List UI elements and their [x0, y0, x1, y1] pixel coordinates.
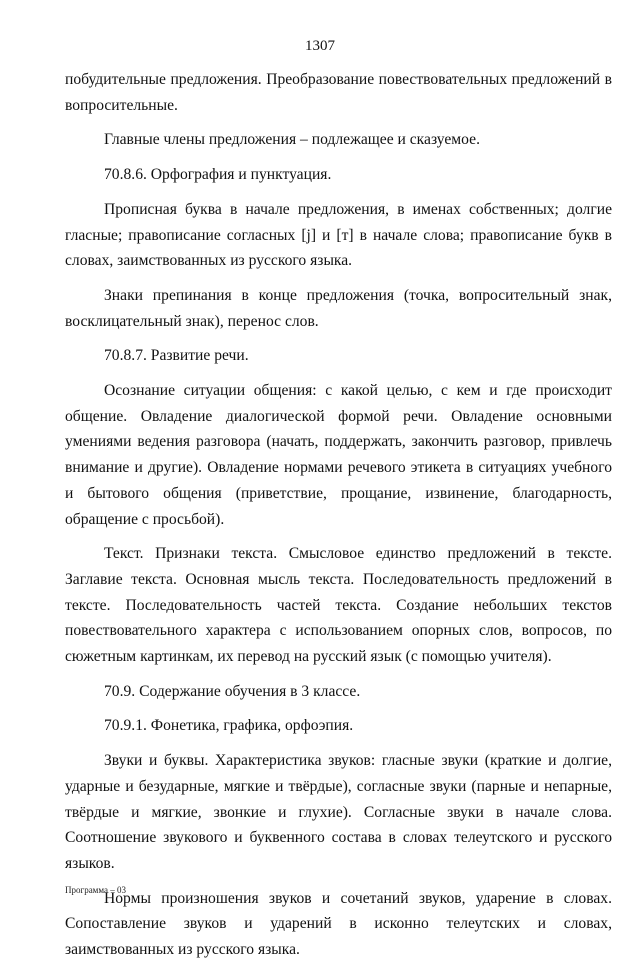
section-heading-phonetics: 70.9.1. Фонетика, графика, орфоэпия. — [104, 717, 354, 735]
paragraph-communication: Осознание ситуации общения: с какой целью, с кем и где происходит общение. Овладение диалогической формой речи. Овладение основными умениями ведения разговора (начать, поддержать, закончить разговор, привлечь внимание и другие). Овладение нормами речевого этикета в ситуациях учебного и бытового общения (приветствие, прощание, извинение, благодарность, обращение с просьбой). — [65, 382, 612, 528]
section-heading-orthography: 70.8.6. Орфография и пунктуация. — [104, 166, 332, 184]
paragraph-main-members: Главные члены предложения – подлежащее и сказуемое. — [104, 131, 480, 149]
section-heading-speech: 70.8.7. Развитие речи. — [104, 347, 249, 365]
page-number: 1307 — [305, 38, 335, 54]
paragraph-continuation: побудительные предложения. Преобразование повествовательных предложений в вопросительные. — [65, 71, 612, 114]
paragraph-punctuation: Знаки препинания в конце предложения (точка, вопросительный знак, восклицательный знак), перенос слов. — [65, 286, 612, 330]
page-body — [65, 67, 612, 972]
paragraph-pronunciation: Нормы произношения звуков и сочетаний звуков, ударение в словах. Сопоставление звуков и ударений в исконно телеутских и словах, заимствованных из русского языка. — [65, 889, 612, 959]
page-footer: Программа – 03 — [65, 885, 127, 895]
paragraph-sounds-letters: Звуки и буквы. Характеристика звуков: гласные звуки (краткие и долгие, ударные и безударные, мягкие и твёрдые), согласные звуки (парные и непарные, твёрдые и мягкие, звонкие и глухие). Согласные звуки в начале слова. Соотношение звукового и буквенного состава в словах телеутского и русского языков. — [65, 752, 612, 872]
section-heading-grade-3: 70.9. Содержание обучения в 3 классе. — [104, 682, 361, 700]
paragraph-capital-letters: Прописная буква в начале предложения, в именах собственных; долгие гласные; правописание согласных [j] и [т] в начале слова; правописание букв в словах, заимствованных из русского языка. — [65, 200, 612, 270]
paragraph-text: Текст. Признаки текста. Смысловое единство предложений в тексте. Заглавие текста. Основная мысль текста. Последовательность предложений в тексте. Последовательность частей текста. Создание небольших текстов повествовательного характера с использованием опорных слов, вопросов, по сюжетным картинкам, их перевод на русский язык (с помощью учителя). — [65, 545, 612, 666]
